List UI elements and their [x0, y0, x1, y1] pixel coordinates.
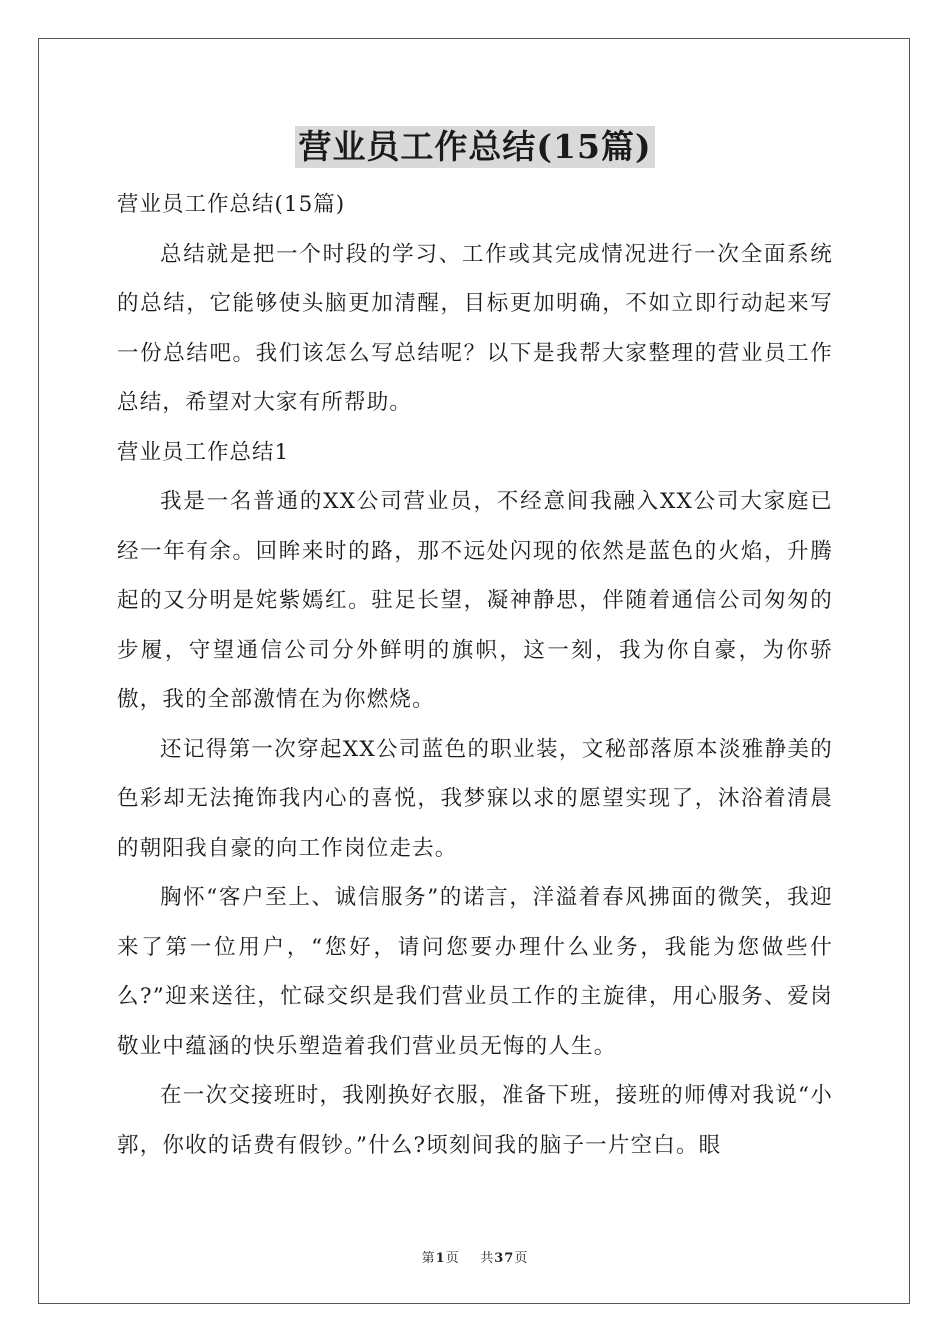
- paragraph: 胸怀“客户至上、诚信服务”的诺言，洋溢着春风拂面的微笑，我迎来了第一位用户，“您好，请问您要办理什么业务，我能为您做些什么?”迎来送往，忙碌交织是我们营业员工作的主旋律，用心服务、爱岗敬业中蕴涵的快乐塑造着我们营业员无悔的人生。: [117, 885, 833, 1059]
- paragraph: 我是一名普通的XX公司营业员，不经意间我融入XX公司大家庭已经一年有余。回眸来时的路，那不远处闪现的依然是蓝色的火焰，升腾起的又分明是姹紫嫣红。驻足长望，凝神静思，伴随着通信公司匆匆的步履，守望通信公司分外鲜明的旗帜，这一刻，我为你自豪，为你骄傲，我的全部激情在为你燃烧。: [117, 489, 833, 712]
- paragraph: 还记得第一次穿起XX公司蓝色的职业装，文秘部落原本淡雅静美的色彩却无法掩饰我内心的喜悦，我梦寐以求的愿望实现了，沐浴着清晨的朝阳我自豪的向工作岗位走去。: [117, 736, 833, 861]
- paragraph-intro: 总结就是把一个时段的学习、工作或其完成情况进行一次全面系统的总结，它能够使头脑更加清醒，目标更加明确，不如立即行动起来写一份总结吧。我们该怎么写总结呢？以下是我帮大家整理的营业员工作总结，希望对大家有所帮助。: [117, 241, 833, 415]
- paragraph: 在一次交接班时，我刚换好衣服，准备下班，接班的师傅对我说“小郭，你收的话费有假钞。”什么?顷刻间我的脑子一片空白。眼: [117, 1083, 833, 1158]
- page-suffix: 页: [445, 1251, 460, 1266]
- page-number: 1: [435, 1251, 446, 1266]
- document-body: [117, 180, 833, 1170]
- page-footer: [0, 1247, 950, 1266]
- paragraph-subtitle: 营业员工作总结(15篇): [117, 192, 346, 217]
- total-pages: 37: [494, 1251, 515, 1266]
- title-wrap: [0, 126, 950, 168]
- section-heading: 营业员工作总结1: [117, 439, 290, 465]
- total-suffix: 页: [514, 1251, 529, 1266]
- total-prefix: 共: [480, 1251, 495, 1266]
- document-title: 营业员工作总结(15篇): [295, 126, 654, 168]
- page-prefix: 第: [421, 1251, 436, 1266]
